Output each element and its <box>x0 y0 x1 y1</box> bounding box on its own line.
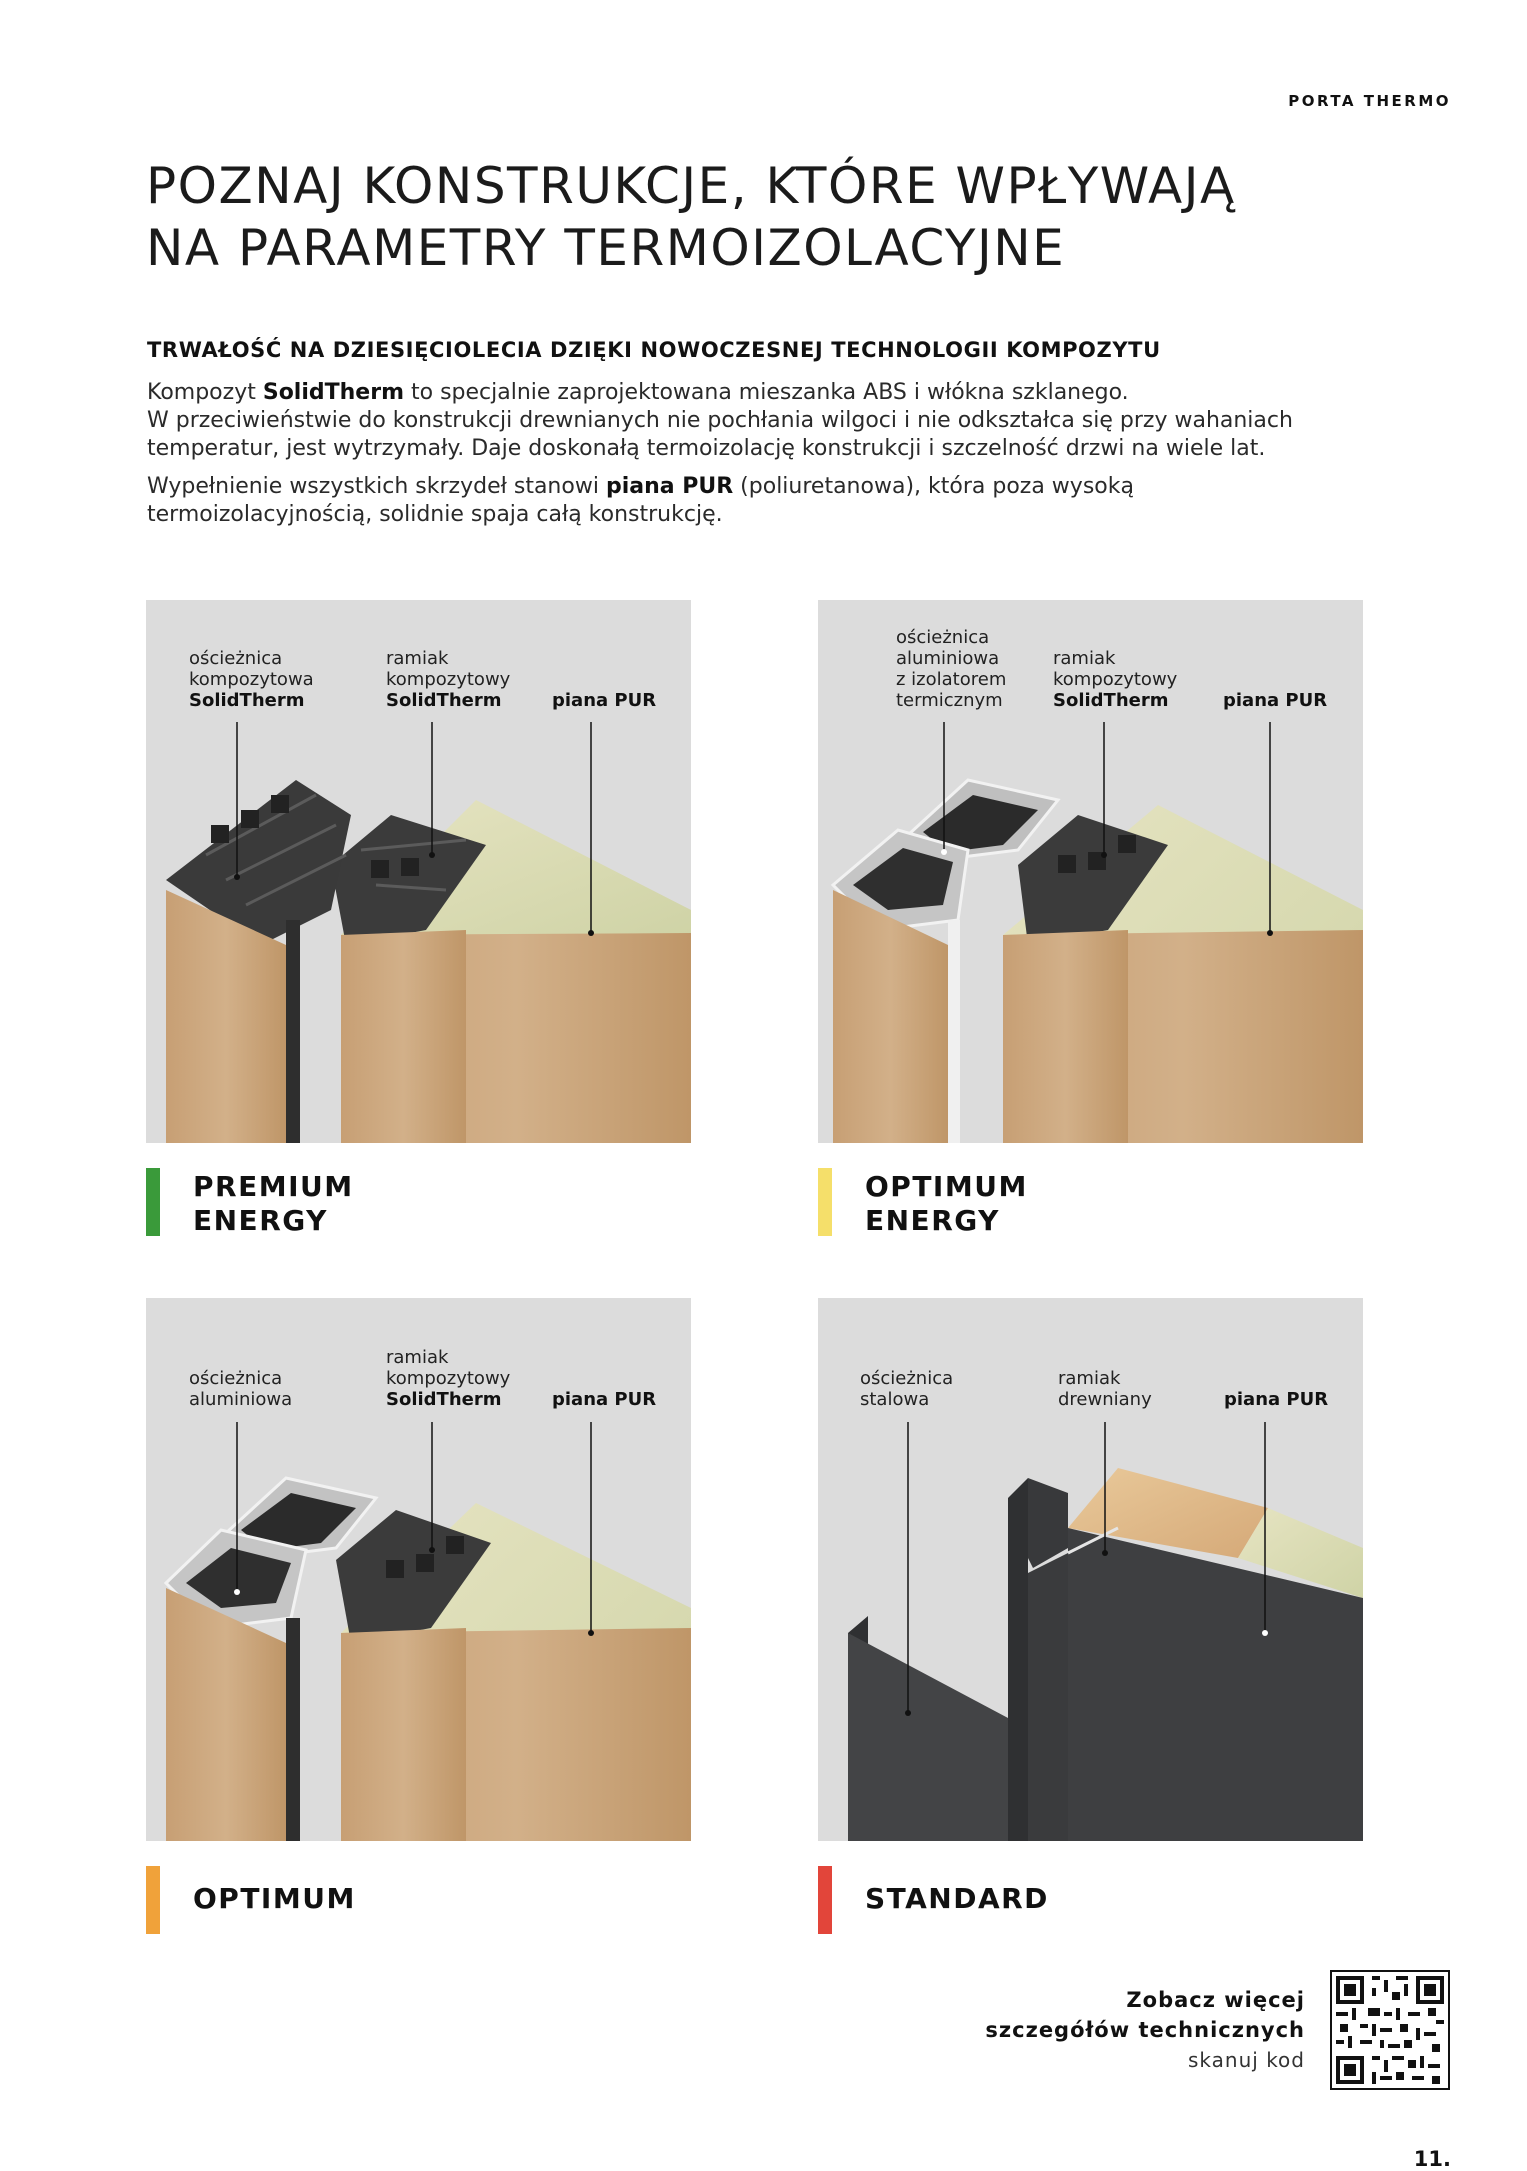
title-line-2: NA PARAMETRY TERMOIZOLACYJNE <box>146 219 1066 277</box>
label-foam: piana PUR <box>552 690 657 711</box>
label-frame: ościeżnica kompozytowa SolidTherm <box>189 648 314 711</box>
label-foam: piana PUR <box>1224 1389 1329 1410</box>
label-sash: ramiak kompozytowy SolidTherm <box>386 1347 511 1410</box>
paragraph-line: W przeciwieństwie do konstrukcji drewnianych nie pochłania wilgoci i nie odkształca się przy wahaniach <box>147 408 1293 433</box>
label-foam: piana PUR <box>1223 690 1328 711</box>
page-title <box>146 155 1236 279</box>
paragraph-composite <box>147 379 1387 463</box>
title-line-1: POZNAJ KONSTRUKCJE, KTÓRE WPŁYWAJĄ <box>146 157 1236 215</box>
qr-code[interactable] <box>1330 1970 1450 2090</box>
section-subheading: TRWAŁOŚĆ NA DZIESIĘCIOLECIA DZIĘKI NOWOCZESNEJ TECHNOLOGII KOMPOZYTU <box>147 338 1161 362</box>
variant-color-bar <box>146 1168 160 1236</box>
variant-color-bar <box>818 1866 832 1934</box>
variant-color-bar <box>146 1866 160 1934</box>
variant-title: OPTIMUM ENERGY <box>865 1170 1028 1237</box>
label-sash: ramiak kompozytowy SolidTherm <box>386 648 511 711</box>
brand-label: PORTA THERMO <box>1288 92 1451 110</box>
label-frame: ościeżnica stalowa <box>860 1368 954 1410</box>
qr-caption: Zobacz więcej szczegółów technicznych skanuj kod <box>985 1988 1305 2072</box>
page-number: 11. <box>1413 2147 1451 2171</box>
variant-title: OPTIMUM <box>193 1882 356 1915</box>
paragraph-line: Wypełnienie wszystkich skrzydeł stanowi piana PUR (poliuretanowa), która poza wysoką <box>147 474 1134 499</box>
panel-premium-energy <box>146 600 691 1143</box>
variant-title: PREMIUM ENERGY <box>193 1170 354 1237</box>
paragraph-line: termoizolacyjnością, solidnie spaja całą konstrukcję. <box>147 502 723 527</box>
panel-optimum <box>146 1298 691 1841</box>
label-sash: ramiak kompozytowy SolidTherm <box>1053 648 1178 711</box>
label-frame: ościeżnica aluminiowa <box>189 1368 293 1410</box>
label-foam: piana PUR <box>552 1389 657 1410</box>
label-sash: ramiak drewniany <box>1058 1368 1152 1410</box>
paragraph-foam <box>147 473 1387 529</box>
variant-color-bar <box>818 1168 832 1236</box>
label-frame: ościeżnica aluminiowa z izolatorem termicznym <box>896 627 1007 711</box>
panel-optimum-energy <box>818 600 1363 1143</box>
variant-title: STANDARD <box>865 1882 1049 1915</box>
qr-code-graphic <box>1332 1972 1448 2088</box>
paragraph-line: temperatur, jest wytrzymały. Daje doskonałą termoizolację konstrukcji i szczelność drzwi na wiele lat. <box>147 436 1266 461</box>
paragraph-line: Kompozyt SolidTherm to specjalnie zaprojektowana mieszanka ABS i włókna szklanego. <box>147 380 1129 405</box>
panel-standard <box>818 1298 1363 1841</box>
